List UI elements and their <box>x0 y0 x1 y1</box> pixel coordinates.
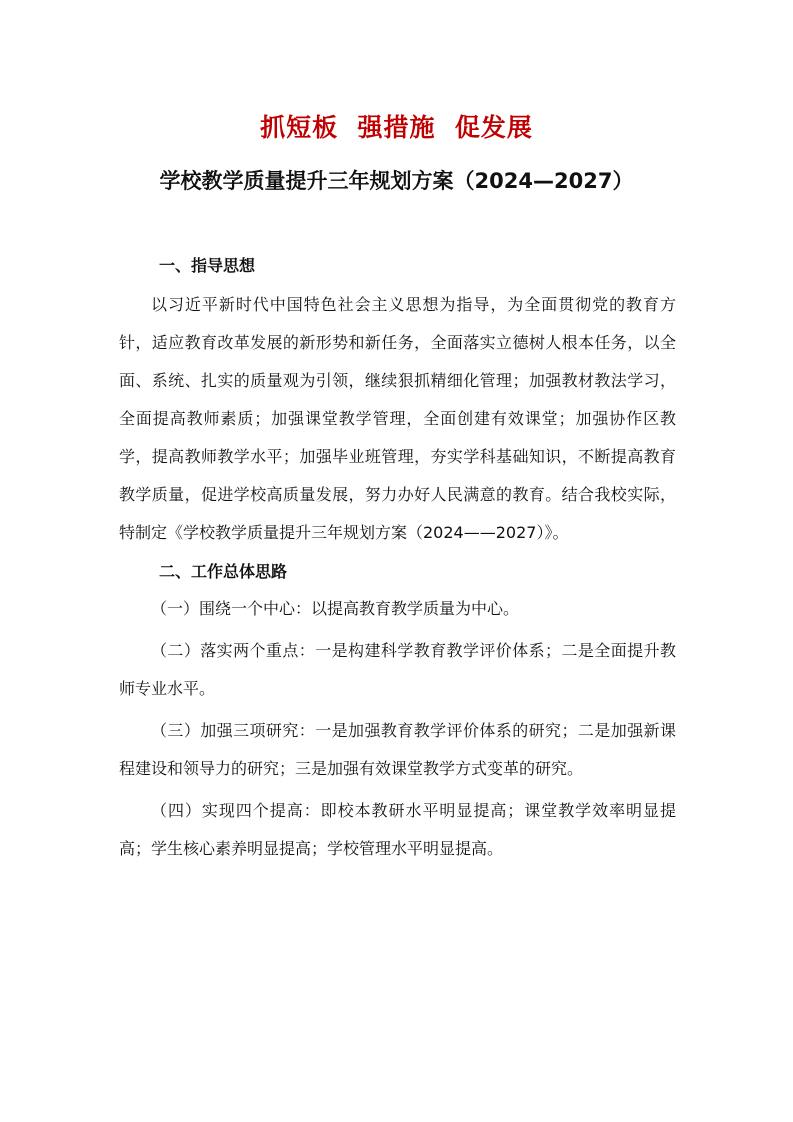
document-subtitle: 学校教学质量提升三年规划方案（2024—2027） <box>159 169 634 193</box>
list-item: （四）实现四个提高：即校本教研水平明显提高；课堂教学效率明显提高；学生核心素养明显提高；学校管理水平明显提高。 <box>119 801 676 858</box>
section-paragraph-guiding-ideology: 以习近平新时代中国特色社会主义思想为指导，为全面贯彻党的教育方针，适应教育改革发展的新形势和新任务，全面落实立德树人根本任务，以全面、系统、扎实的质量观为引领，继续狠抓精细化管理；加强教材教法学习，全面提高教师素质；加强课堂教学管理，全面创建有效课堂；加强协作区教学，提高教师教学水平；加强毕业班管理，夯实学科基础知识，不断提高教育教学质量，促进学校高质量发展，努力办好人民满意的教育。结合我校实际，特制定《学校教学质量提升三年规划方案（2024——2027）》。 <box>119 295 676 542</box>
list-item: （三）加强三项研究：一是加强教育教学评价体系的研究；二是加强新课程建设和领导力的研究；三是加强有效课堂教学方式变革的研究。 <box>119 721 676 778</box>
document-body <box>119 248 676 868</box>
list-item: （一）围绕一个中心：以提高教育教学质量为中心。 <box>151 599 520 618</box>
document-main-title: 抓短板 强措施 促发展 <box>260 113 533 142</box>
section-heading-overall-approach: 二、工作总体思路 <box>159 562 288 581</box>
list-item: （二）落实两个重点：一是构建科学教育教学评价体系；二是全面提升教师专业水平。 <box>119 641 676 698</box>
section-heading-guiding-ideology: 一、指导思想 <box>159 256 256 275</box>
